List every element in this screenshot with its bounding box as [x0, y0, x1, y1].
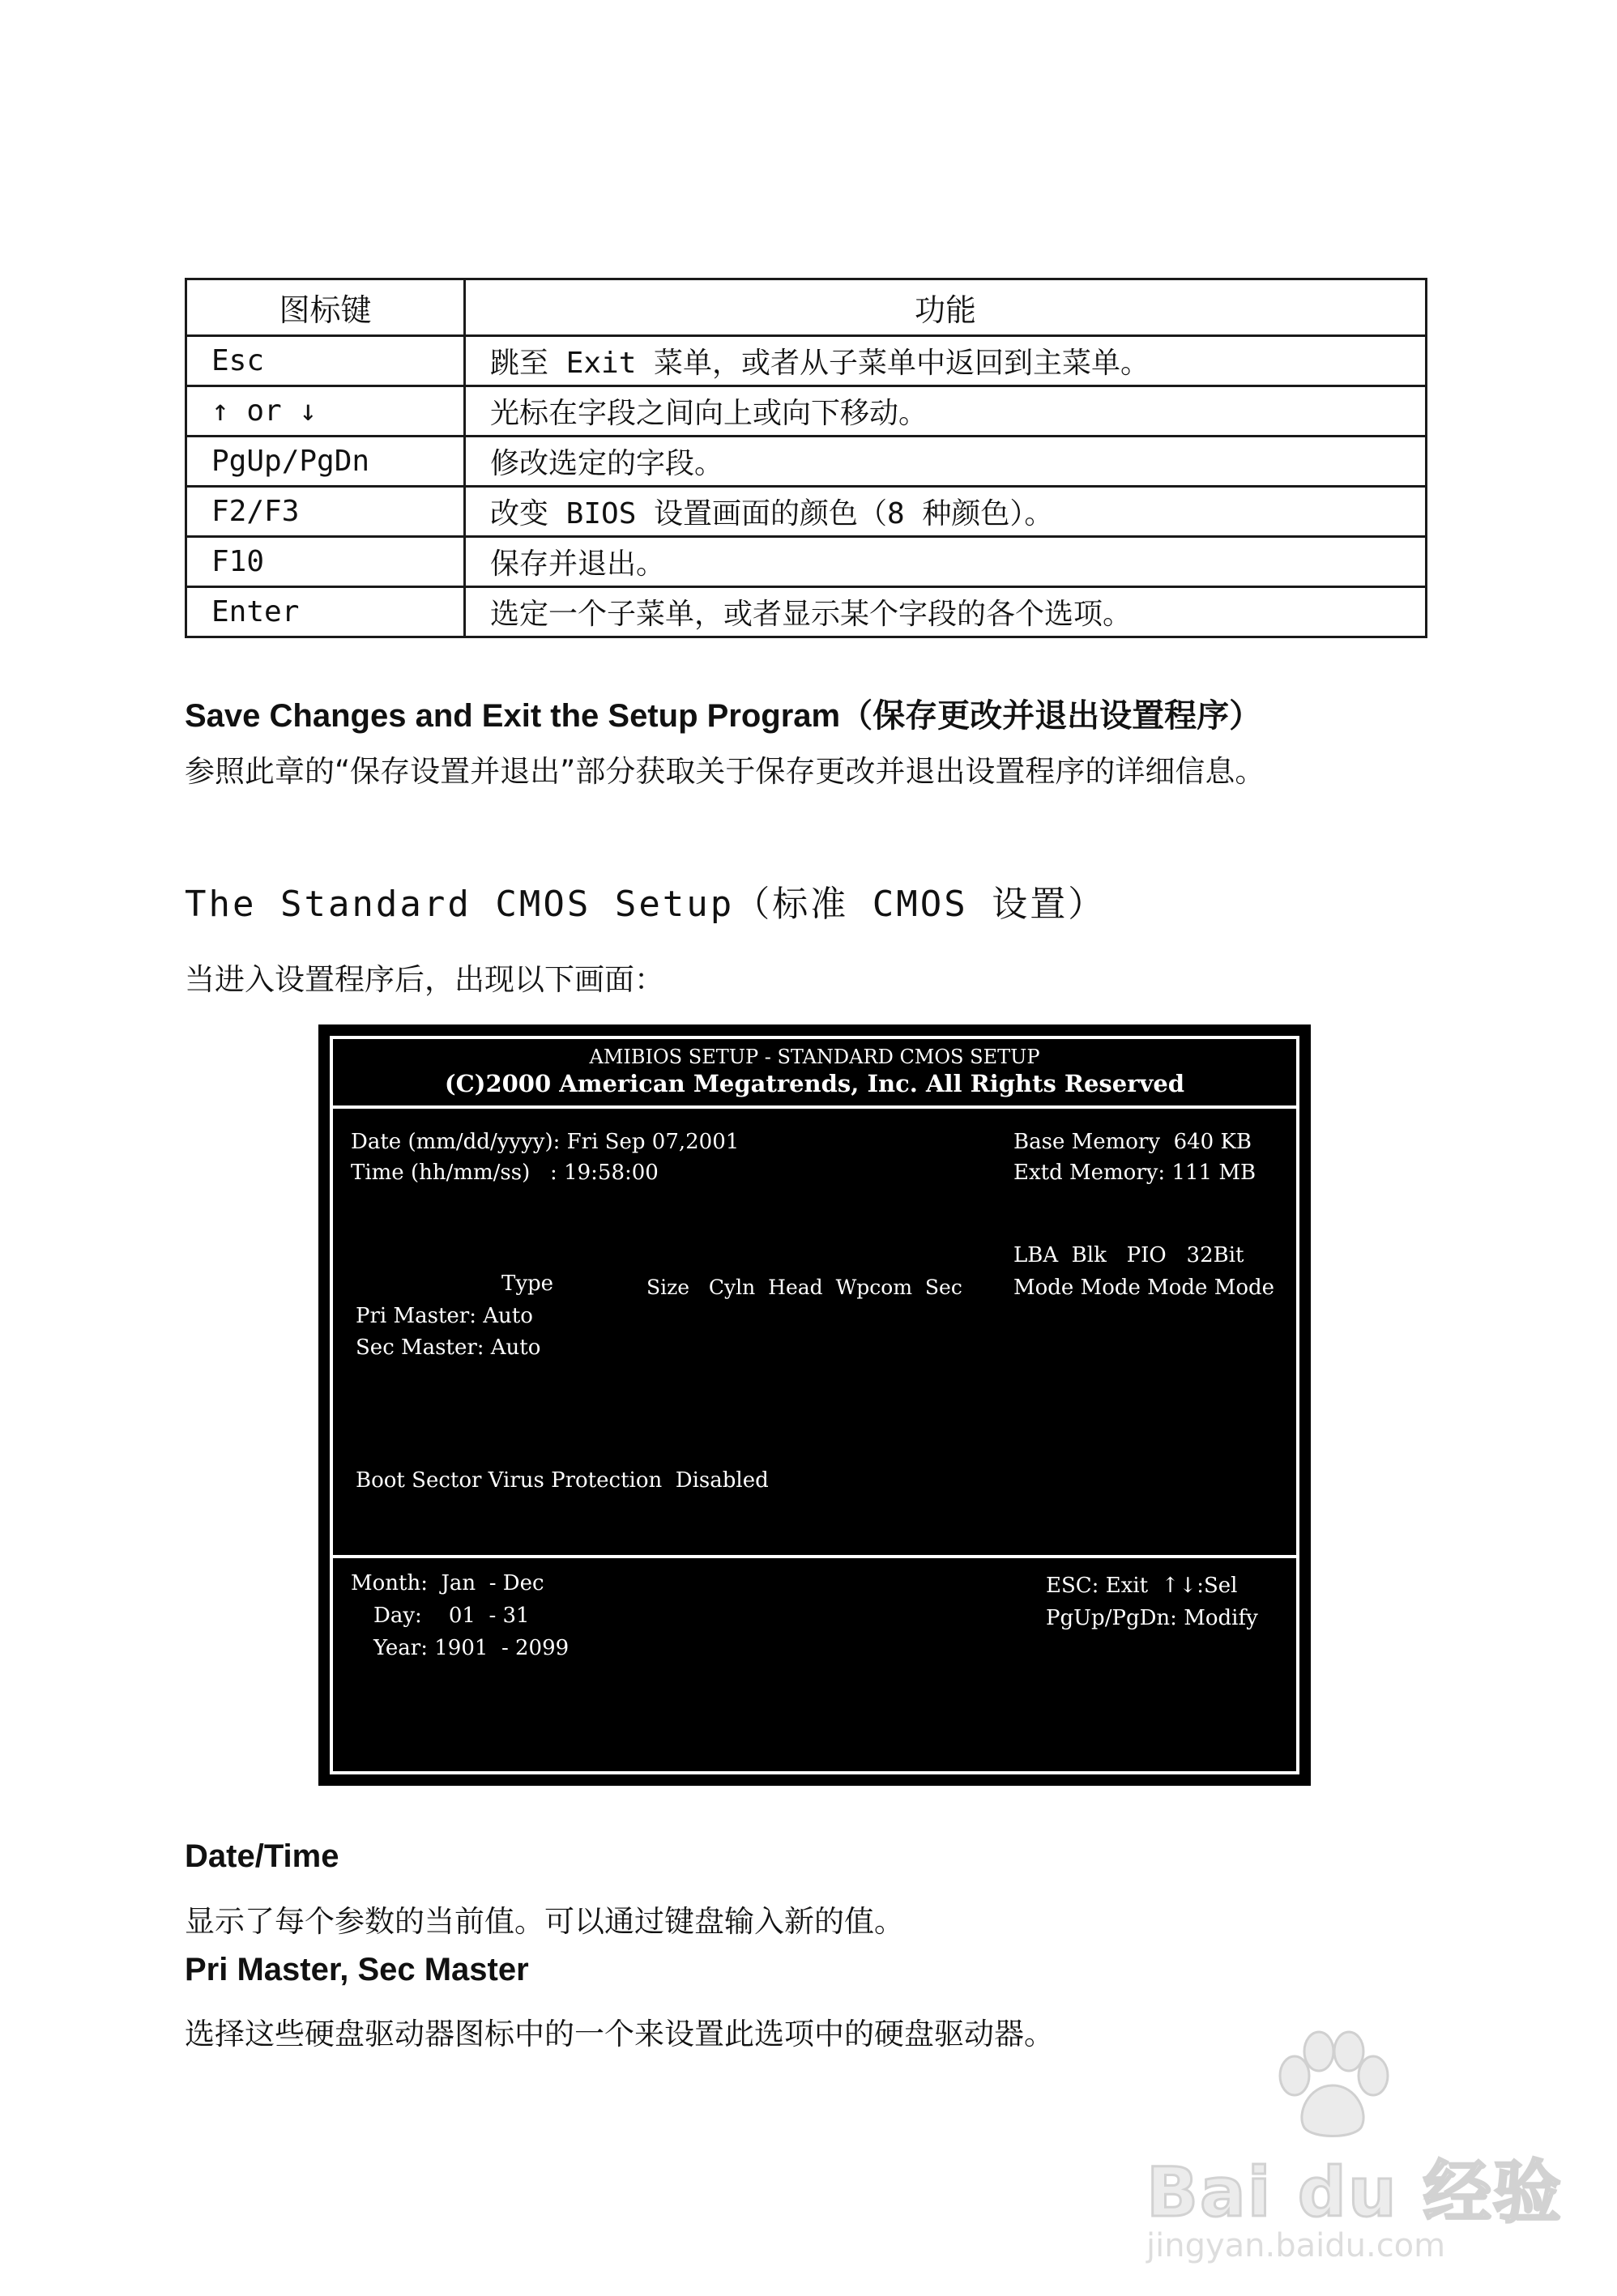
date-time-heading: Date/Time [185, 1838, 339, 1874]
table-row [186, 537, 1427, 587]
key-cell: Enter [186, 587, 465, 637]
standard-cmos-heading: The Standard CMOS Setup（标准 CMOS 设置） [185, 884, 1107, 925]
table-header-function: 功能 [465, 279, 1427, 336]
key-cell: ↑ or ↓ [186, 386, 465, 437]
function-cell: 修改选定的字段。 [465, 437, 1427, 487]
date-time-body: 显示了每个参数的当前值。可以通过键盘输入新的值。 [185, 1904, 904, 1939]
bios-col-header-mid: Size Cyln Head Wpcom Sec [646, 1276, 962, 1299]
bios-pri-master: Pri Master: Auto [356, 1304, 533, 1328]
bios-col-header-type: Type [501, 1272, 554, 1296]
bios-month-range: Month: Jan - Dec [351, 1571, 544, 1595]
function-cell: 选定一个子菜单，或者显示某个字段的各个选项。 [465, 587, 1427, 637]
bios-copyright: (C)2000 American Megatrends, Inc. All Rights Reserved [444, 1070, 1185, 1097]
function-cell: 跳至 Exit 菜单，或者从子菜单中返回到主菜单。 [465, 336, 1427, 386]
table-row [186, 336, 1427, 386]
baidu-watermark [1130, 2029, 1563, 2280]
standard-cmos-intro: 当进入设置程序后，出现以下画面： [185, 962, 664, 997]
bios-boot-sector: Boot Sector Virus Protection Disabled [356, 1468, 769, 1493]
master-heading: Pri Master, Sec Master [185, 1952, 529, 1987]
bios-date-field: Date (mm/dd/yyyy): Fri Sep 07,2001 [351, 1130, 740, 1154]
bios-help-modify: PgUp/PgDn: Modify [1046, 1606, 1258, 1630]
bios-title: AMIBIOS SETUP - STANDARD CMOS SETUP [589, 1046, 1040, 1068]
bios-year-range: Year: 1901 - 2099 [373, 1636, 570, 1660]
save-changes-heading: Save Changes and Exit the Setup Program（保存更改并退出设置程序） [185, 698, 1262, 734]
bios-time-field: Time (hh/mm/ss) : 19:58:00 [351, 1161, 659, 1185]
bios-col-header-modes: Mode Mode Mode Mode [1013, 1276, 1275, 1300]
function-cell: 改变 BIOS 设置画面的颜色（8 种颜色）。 [465, 487, 1427, 537]
bios-sec-master: Sec Master: Auto [356, 1335, 541, 1360]
key-cell: PgUp/PgDn [186, 437, 465, 487]
bios-footer-divider [333, 1555, 1296, 1558]
bios-title-divider [333, 1105, 1296, 1109]
function-cell: 光标在字段之间向上或向下移动。 [465, 386, 1427, 437]
key-cell: F2/F3 [186, 487, 465, 537]
key-cell: F10 [186, 537, 465, 587]
watermark-brand: Bai du 经验 [1146, 2153, 1563, 2232]
bios-extd-memory: Extd Memory: 111 MB [1013, 1161, 1256, 1185]
table-row [186, 386, 1427, 437]
table-header-row [186, 279, 1427, 336]
bios-setup-screen [318, 1024, 1311, 1786]
bios-col-header-top: LBA Blk PIO 32Bit [1013, 1243, 1244, 1267]
watermark-url: jingyan.baidu.com [1146, 2227, 1446, 2264]
key-cell: Esc [186, 336, 465, 386]
table-row [186, 587, 1427, 637]
baidu-paw-icon [1272, 2029, 1393, 2142]
table-row [186, 487, 1427, 537]
master-body: 选择这些硬盘驱动器图标中的一个来设置此选项中的硬盘驱动器。 [185, 2017, 1054, 2051]
key-function-table [185, 278, 1427, 638]
bios-day-range: Day: 01 - 31 [373, 1604, 530, 1628]
bios-base-memory: Base Memory 640 KB [1013, 1130, 1252, 1154]
bios-help-exit: ESC: Exit ↑↓:Sel [1046, 1574, 1238, 1598]
save-changes-body: 参照此章的“保存设置并退出”部分获取关于保存更改并退出设置程序的详细信息。 [185, 754, 1265, 789]
bios-frame [330, 1036, 1299, 1774]
function-cell: 保存并退出。 [465, 537, 1427, 587]
table-row [186, 437, 1427, 487]
table-header-key: 图标键 [186, 279, 465, 336]
